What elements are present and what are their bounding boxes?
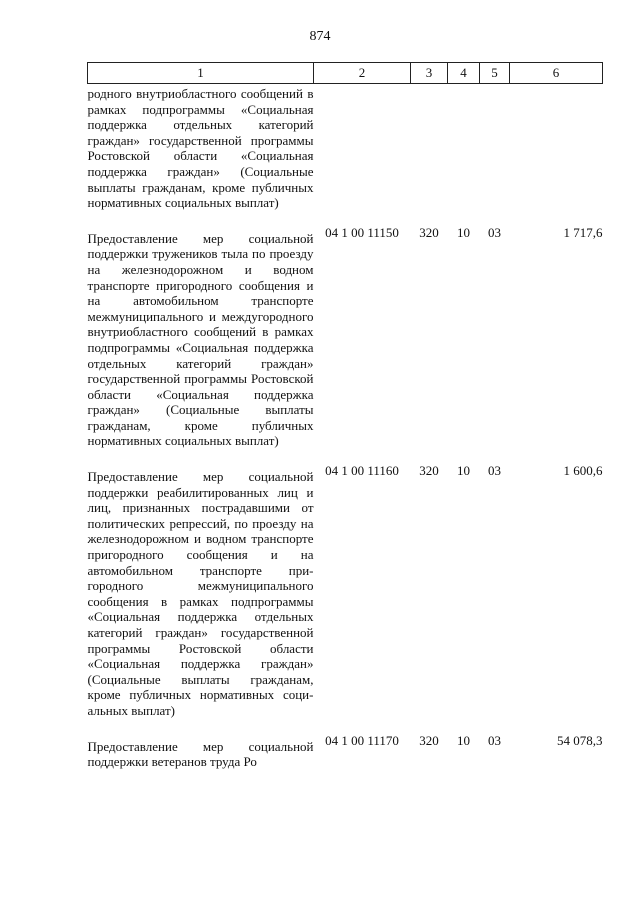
column-header: 5 xyxy=(480,63,510,84)
page-number: 874 xyxy=(309,29,331,44)
column-header: 4 xyxy=(448,63,480,84)
row-subsection: 03 xyxy=(488,732,501,748)
row-section xyxy=(448,84,480,225)
row-code xyxy=(314,84,411,225)
column-header: 3 xyxy=(411,63,448,84)
row-description: Предоставление мер социальной поддержки тружеников тыла по проезду на железнодорожном и водном транспорте пригородного сообщения и на автомобильном транспорте межмуниципального и междугородного внутриобластного сообщений в рамках подпрограммы «Социальная поддержка отдельных категорий граждан» государственной программы Ростовской области «Социальная поддержка граждан» (Социальные выплаты гражданам, кроме публичных нормативных социальных выплат) xyxy=(87,230,314,449)
row-description: Предоставление мер социальной поддержки реабилитированных лиц и лиц, признанных пострадавшими от политических репрессий, по проезду на железнодорожном и водном транспорте пригородного сообщения и на автомобильном транспорте пригородного межмуниципального сообщения в рамках подпрограммы «Социальная поддержка отдельных категорий граждан» государственной программы Ростовской области «Социальная поддержка граждан» (Социальные выплаты гражданам, кроме публичных нормативных социальных выплат) xyxy=(87,469,314,718)
row-amount xyxy=(510,84,603,225)
row-description: Предоставление мер социальной поддержки ветеранов труда Ро xyxy=(87,738,314,770)
row-code: 04 1 00 11150 xyxy=(325,224,399,240)
table-row xyxy=(88,463,603,733)
row-subsection xyxy=(480,84,510,225)
row-type: 320 xyxy=(419,732,439,748)
row-type xyxy=(411,84,448,225)
table-row xyxy=(88,84,603,225)
column-header: 1 xyxy=(88,63,314,84)
row-type: 320 xyxy=(419,224,439,240)
row-amount: 1 717,6 xyxy=(563,224,603,240)
row-section: 10 xyxy=(457,732,470,748)
column-header: 2 xyxy=(314,63,411,84)
row-type: 320 xyxy=(419,463,439,479)
table-row xyxy=(88,733,603,784)
row-code: 04 1 00 11160 xyxy=(325,463,399,479)
budget-table xyxy=(87,62,603,784)
row-amount: 1 600,6 xyxy=(563,463,603,479)
row-section: 10 xyxy=(457,224,470,240)
table-row xyxy=(88,225,603,463)
row-code: 04 1 00 11170 xyxy=(325,732,399,748)
table-header-row xyxy=(88,63,603,84)
row-section: 10 xyxy=(457,463,470,479)
row-amount: 54 078,3 xyxy=(557,732,603,748)
row-subsection: 03 xyxy=(488,224,501,240)
row-subsection: 03 xyxy=(488,463,501,479)
column-header: 6 xyxy=(510,63,603,84)
row-description: родного внутриобластного сообщений в рамках подпрограммы «Социальная поддержка отдельных категорий граждан» государственной программы Ростовской области «Социальная поддержка граждан» (Социальные выплаты гражданам, кроме публичных нормативных социальных выплат) xyxy=(87,86,314,211)
